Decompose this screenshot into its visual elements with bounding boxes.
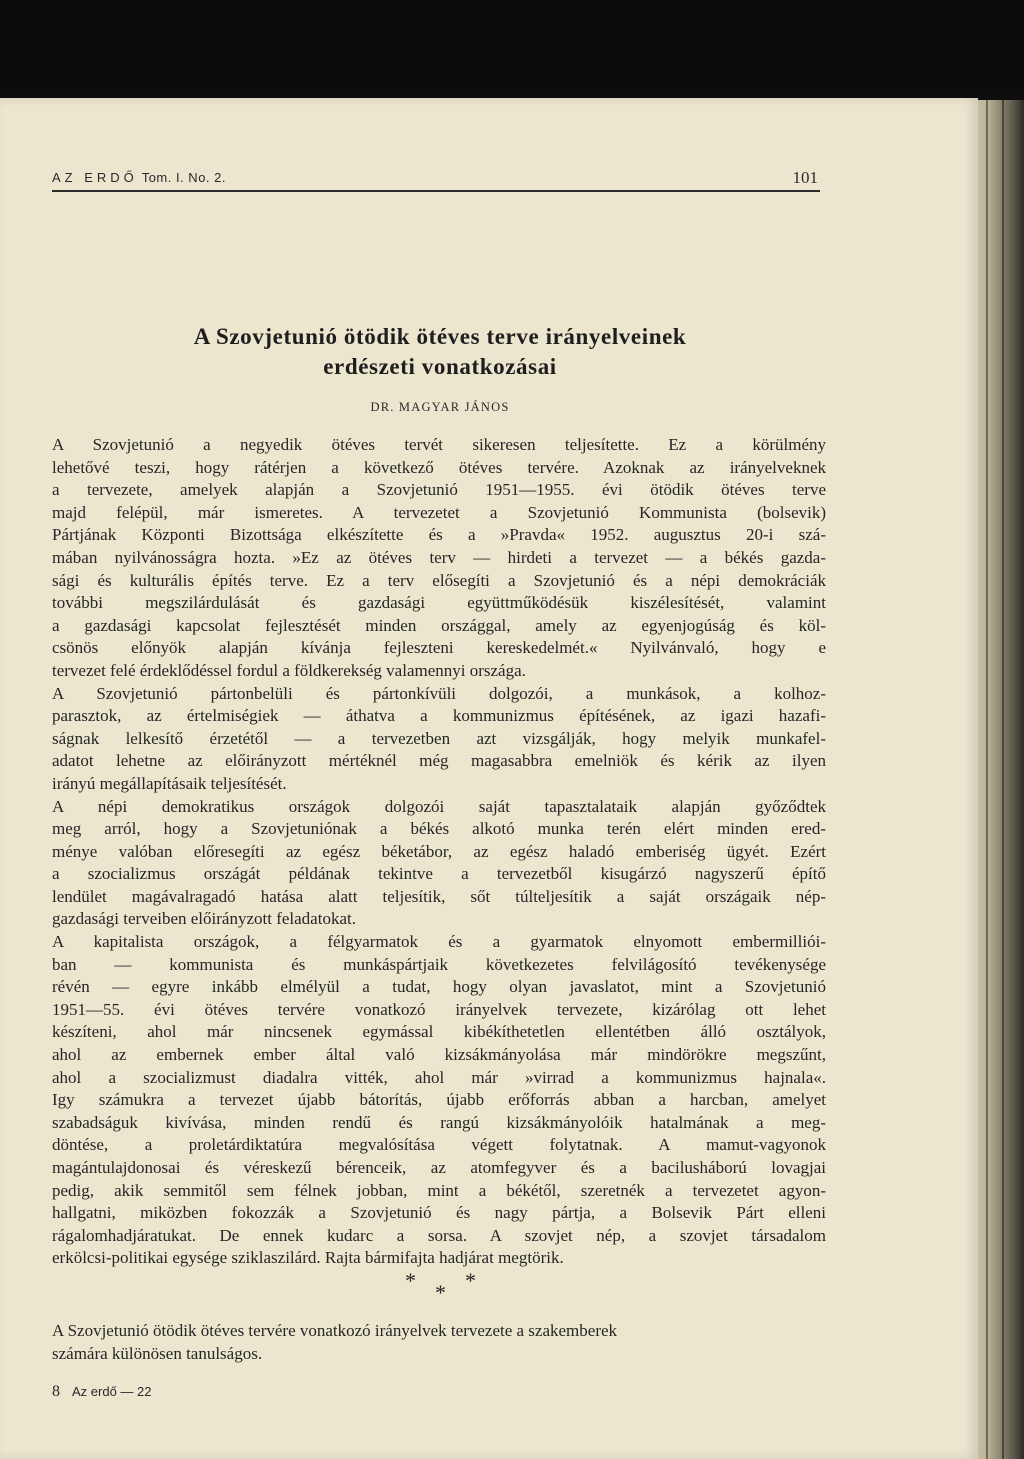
body-line: szabadságuk kivívása, minden rendű és rangú kizsákmányolóik hatalmának a meg-	[52, 1112, 826, 1132]
journal-name: AZ ERDŐ	[52, 170, 138, 185]
body-line: hallgatni, miközben fokozzák a Szovjetunió és nagy pártja, a Bolsevik Párt elleni	[52, 1203, 826, 1223]
separator-star: *	[465, 1268, 476, 1293]
body-line: rágalomhadjáratukat. De ennek kudarc a sorsa. A szovjet nép, a szovjet társadalom	[52, 1225, 826, 1245]
body-line: Pártjának Központi Bizottsága elkészítette és a »Pravda« 1952. augusztus 20-i szá-	[52, 525, 826, 545]
title-line: erdészeti vonatkozásai	[323, 354, 557, 379]
body-line: lendület magávalragadó hatása alatt teljesítik, sőt túlteljesítik a saját országaik nép-	[52, 886, 826, 906]
body-line: A népi demokratikus országok dolgozói saját tapasztalataik alapján győződtek	[52, 796, 826, 816]
body-line: majd felépül, már ismeretes. A tervezetet a Szovjetunió Kommunista (bolsevik)	[52, 502, 826, 522]
article-title	[90, 322, 790, 382]
page-number: 101	[792, 168, 818, 187]
body-line: Igy számukra a tervezet újabb bátorítás, újabb erőforrás abban a harcban, amelyet	[52, 1090, 826, 1110]
body-line: ságnak lelkesítő érzetétől — a tervezetben azt vizsgálják, hogy melyik munkafel-	[52, 728, 826, 748]
body-line: adatot lehetne az előirányzott mértéknél még magasabbra emelniök és kérik az ilyen	[52, 751, 826, 771]
signature-number: 8	[52, 1383, 60, 1400]
body-line: ahol az embernek ember által való kizsákmányolása már mindörökre megszűnt,	[52, 1045, 826, 1065]
signature-label: Az erdő — 22	[72, 1384, 152, 1399]
body-line: gazdasági terveiben előirányzott feladatokat.	[52, 909, 356, 929]
journal-page	[0, 98, 978, 1459]
page-footer	[52, 1383, 152, 1401]
body-line: csönös előnyök alapján kívánja fejleszteni kereskedelmét.« Nyilvánvaló, hogy e	[52, 638, 826, 658]
body-line: készíteni, ahol már nincsenek egymással kibékíthetetlen ellentétben álló osztályok,	[52, 1022, 826, 1042]
body-line: A Szovjetunió a negyedik ötéves tervét sikeresen teljesítette. Ez a körülmény	[52, 435, 826, 454]
separator-star: *	[405, 1268, 416, 1293]
body-line: magántulajdonosai és véreskezű bérenceik, az atomfegyver és a bacilusháború lovagjai	[52, 1158, 826, 1177]
closing-paragraph	[52, 1320, 832, 1365]
body-line: a gazdasági kapcsolat fejlesztését minden országgal, amely az egyenjogúság és köl-	[52, 615, 826, 635]
body-line: ban — kommunista és munkáspártjaik következetes felvilágosító tevékenysége	[52, 954, 826, 974]
closing-line: A Szovjetunió ötödik ötéves tervére vonatkozó irányelvek tervezete a szakemberek	[52, 1321, 618, 1340]
article-body	[52, 434, 826, 1270]
body-line: irányú megállapításaik teljesítését.	[52, 773, 287, 793]
body-line: A kapitalista országok, a félgyarmatok és a gyarmatok elnyomott embermilliói-	[52, 932, 826, 952]
book-spine-edge	[972, 100, 1024, 1459]
body-line: révén — egyre inkább elmélyül a tudat, hogy olyan javaslatot, mint a Szovjetunió	[52, 977, 826, 997]
body-line: lehetővé teszi, hogy rátérjen a következő ötéves tervére. Azoknak az irányelveknek	[52, 457, 826, 477]
running-header	[52, 168, 820, 192]
article-author: DR. MAGYAR JÁNOS	[370, 400, 510, 414]
body-line: erkölcsi-politikai egysége sziklaszilárd. Rajta bármifajta hadjárat megtörik.	[52, 1248, 564, 1268]
body-line: további megszilárdulását és gazdasági együttműködésük kiszélesítését, valamint	[52, 593, 826, 613]
body-line: 1951—55. évi ötéves tervére vonatkozó irányelvek tervezete, kizárólag ott lehet	[52, 999, 826, 1019]
body-line: ménye valóban előresegíti az egész béketábor, az egész haladó emberiség ügyét. Ezért	[52, 841, 826, 861]
body-line: pedig, akik semmitől sem félnek jobban, mint a békétől, szeretnék a tervezetet agyon-	[52, 1180, 826, 1200]
title-line: A Szovjetunió ötödik ötéves terve irányelveinek	[193, 324, 687, 349]
scan-background	[0, 0, 1024, 95]
body-line: döntése, a proletárdiktatúra megvalósítása végett folytatnak. A mamut-vagyonok	[52, 1135, 826, 1155]
body-line: meg arról, hogy a Szovjetuniónak a békés alkotó munka terén elért minden ered-	[52, 819, 826, 839]
body-line: tervezet felé érdeklődéssel fordul a földkerekség valamennyi országa.	[52, 660, 526, 680]
closing-line: számára különösen tanulságos.	[52, 1343, 263, 1363]
volume-info: Tom. I. No. 2.	[141, 170, 226, 185]
separator-star: *	[435, 1280, 446, 1305]
body-line: a tervezete, amelyek alapján a Szovjetunió 1951—1955. évi ötödik ötéves terve	[52, 480, 826, 500]
body-line: ahol a szocializmust diadalra vitték, ahol már »virrad a kommunizmus hajnala«.	[52, 1067, 826, 1087]
body-line: parasztok, az értelmiségiek — áthatva a kommunizmus építésének, az igazi hazafi-	[52, 706, 826, 726]
header-left	[52, 170, 226, 185]
body-line: A Szovjetunió pártonbelüli és pártonkívüli dolgozói, a munkások, a kolhoz-	[52, 683, 826, 703]
body-line: mában nyilvánosságra hozta. »Ez az ötéves terv — hirdeti a tervezet — a békés gazda-	[52, 547, 826, 567]
section-separator	[395, 1268, 495, 1308]
body-line: sági és kulturális építés terve. Ez a terv elősegíti a Szovjetunió és a népi demokráciák	[52, 570, 826, 590]
body-line: a szocializmus országát példának tekintve a tervezetből kisugárzó nagyszerű építő	[52, 864, 826, 884]
